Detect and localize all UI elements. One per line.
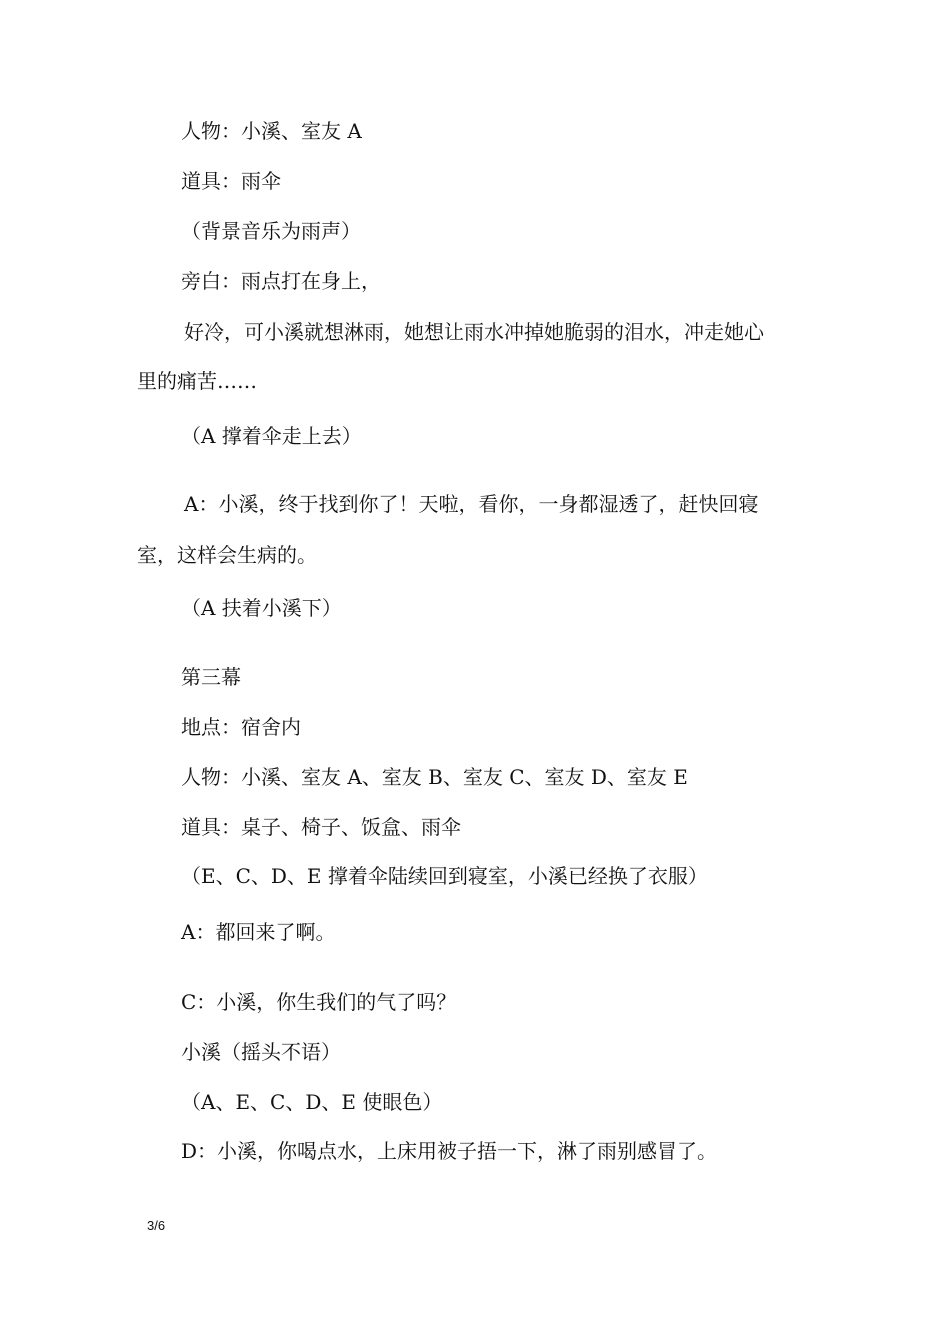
dialogue-line-1: A：小溪，终于找到你了！天啦，看你，一身都湿透了，赶快回寝 [184,492,759,516]
dialogue-line: D：小溪，你喝点水，上床用被子捂一下，淋了雨别感冒了。 [181,1139,718,1163]
page-number: 3/6 [147,1218,166,1233]
dialogue-line: A：都回来了啊。 [181,920,336,944]
stage-direction: （E、C、D、E 撑着伞陆续回到寝室，小溪已经换了衣服） [181,864,708,888]
narration-paragraph-line-1: 好冷，可小溪就想淋雨，她想让雨水冲掉她脆弱的泪水，冲走她心 [184,320,764,344]
stage-direction: （A 撑着伞走上去） [181,424,362,448]
location-line: 地点：宿舍内 [181,715,301,739]
cast-line: 人物：小溪、室友 A、室友 B、室友 C、室友 D、室友 E [181,765,688,789]
cast-line: 人物：小溪、室友 A [181,119,362,143]
props-line: 道具：雨伞 [181,169,281,193]
dialogue-line: C：小溪，你生我们的气了吗？ [181,990,457,1014]
act-heading: 第三幕 [181,665,241,689]
props-line: 道具：桌子、椅子、饭盒、雨伞 [181,815,461,839]
narration-paragraph-line-2: 里的痛苦…… [137,369,257,393]
dialogue-line: 小溪（摇头不语） [181,1040,341,1064]
stage-direction: （A 扶着小溪下） [181,596,342,620]
stage-direction: （背景音乐为雨声） [181,219,361,243]
dialogue-line-2: 室，这样会生病的。 [137,543,317,567]
narration-line: 旁白：雨点打在身上， [181,269,381,293]
stage-direction: （A、E、C、D、E 使眼色） [181,1090,443,1114]
